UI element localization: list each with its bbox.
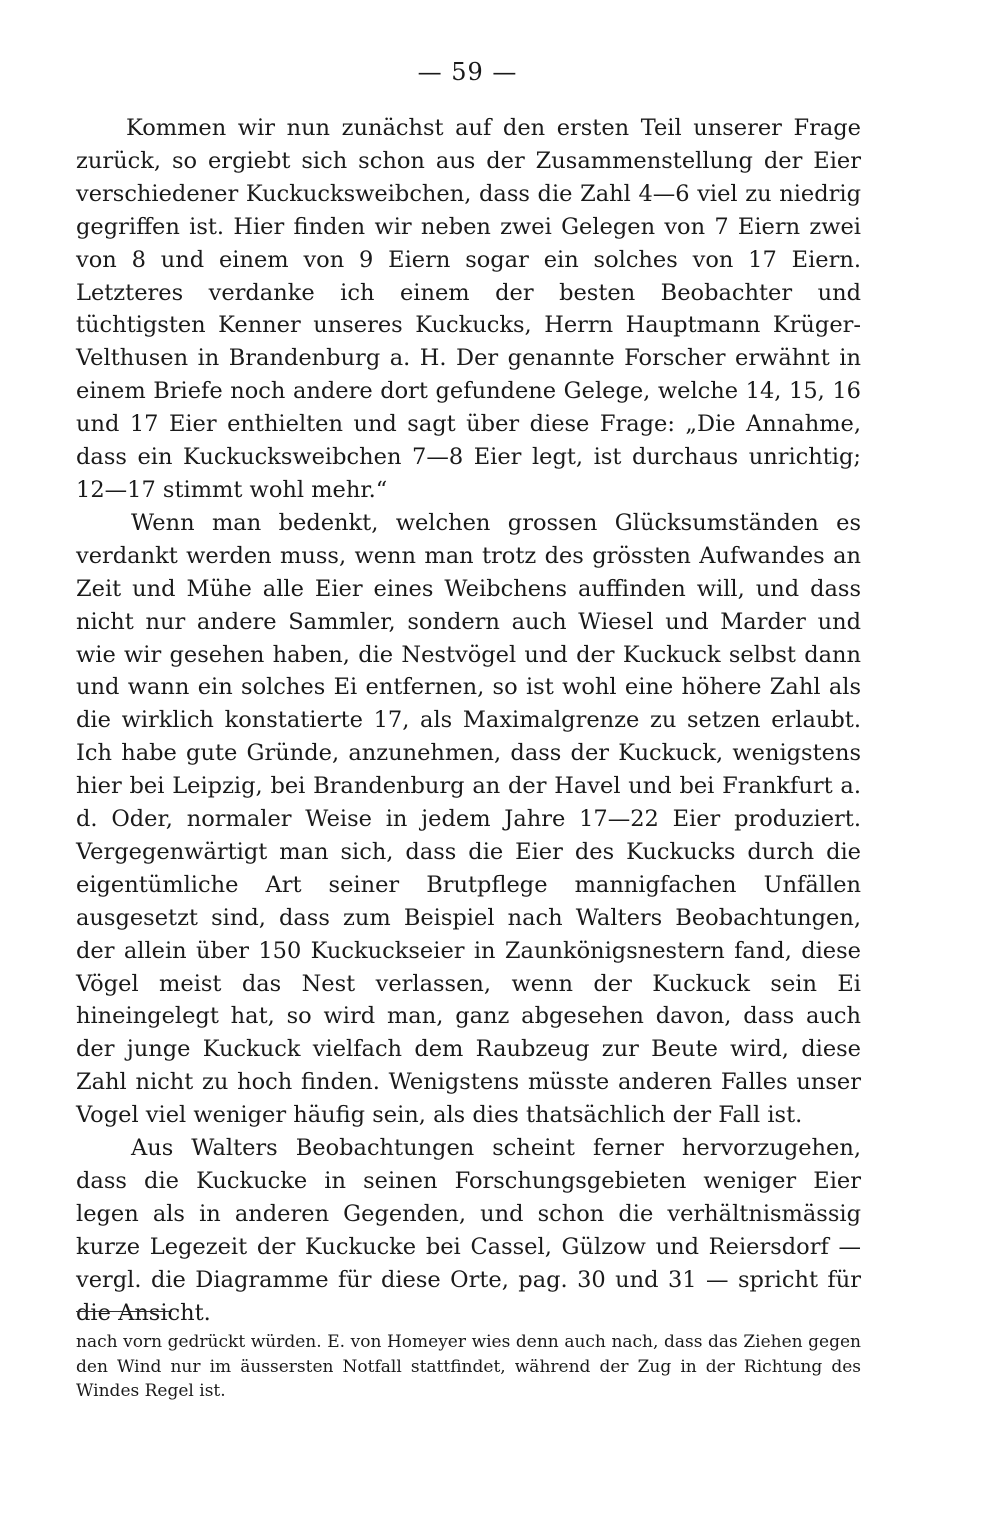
footnote — [76, 1330, 861, 1404]
paragraph-3: Aus Walters Beobachtungen scheint ferner hervorzugehen, dass die Kuckucke in seinen Forschungsgebieten weniger Eier legen als in anderen Gegenden, und schon die verhältnismässig kurze Legezeit der Kuckucke bei Cassel, Gülzow und Reiersdorf — vergl. die Diagramme für diese Orte, pag. 30 und 31 — spricht für die Ansicht. — [76, 1135, 861, 1326]
main-text — [76, 112, 861, 1330]
paragraph-2: Wenn man bedenkt, welchen grossen Glücksumständen es verdankt werden muss, wenn man trotz des grössten Aufwandes an Zeit und Mühe alle Eier eines Weibchens auffinden will, und dass nicht nur andere Sammler, sondern auch Wiesel und Marder und wie wir gesehen haben, die Nestvögel und der Kuckuck selbst dann und wann ein solches Ei entfernen, so ist wohl eine höhere Zahl als die wirklich konstatierte 17, als Maximalgrenze zu setzen erlaubt. Ich habe gute Gründe, anzunehmen, dass der Kuckuck, wenigstens hier bei Leipzig, bei Brandenburg an der Havel und bei Frankfurt a. d. Oder, normaler Weise in jedem Jahre 17—22 Eier produziert. Vergegenwärtigt man sich, dass die Eier des Kuckucks durch die eigentümliche Art seiner Brutpflege mannigfachen Unfällen ausgesetzt sind, dass zum Beispiel nach Walters Beobachtungen, der allein über 150 Kuckuckseier in Zaunkönigsnestern fand, diese Vögel meist das Nest verlassen, wenn der Kuckuck sein Ei hineingelegt hat, so wird man, ganz abgesehen davon, dass auch der junge Kuckuck vielfach dem Raubzeug zur Beute wird, diese Zahl nicht zu hoch finden. Wenigstens müsste anderen Falles unser Vogel viel weniger häufig sein, als dies thatsächlich der Fall ist. — [76, 509, 861, 1129]
footnote-text: nach vorn gedrückt würden. E. von Homeyer wies denn auch nach, dass das Ziehen gegen den Wind nur im äussersten Notfall stattfindet, während der Zug in der Richtung des Windes Regel ist. — [76, 1332, 861, 1401]
footnote-divider — [76, 1311, 172, 1312]
paragraph-1: Kommen wir nun zunächst auf den ersten Teil unserer Frage zurück, so ergiebt sich schon aus der Zusammenstellung der Eier verschiedener Kuckucksweibchen, dass die Zahl 4—6 viel zu niedrig gegriffen ist. Hier finden wir neben zwei Gelegen von 7 Eiern zwei von 8 und einem von 9 Eiern sogar ein solches von 17 Eiern. Letzteres verdanke ich einem der besten Beobachter und tüchtigsten Kenner unseres Kuckucks, Herrn Hauptmann Krüger-Velthusen in Brandenburg a. H. Der genannte Forscher erwähnt in einem Briefe noch andere dort gefundene Gelege, welche 14, 15, 16 und 17 Eier enthielten und sagt über diese Frage: „Die Annahme, dass ein Kuckucksweibchen 7—8 Eier legt, ist durchaus unrichtig; 12—17 stimmt wohl mehr.“ — [76, 115, 861, 503]
page-number: — 59 — — [417, 58, 518, 86]
